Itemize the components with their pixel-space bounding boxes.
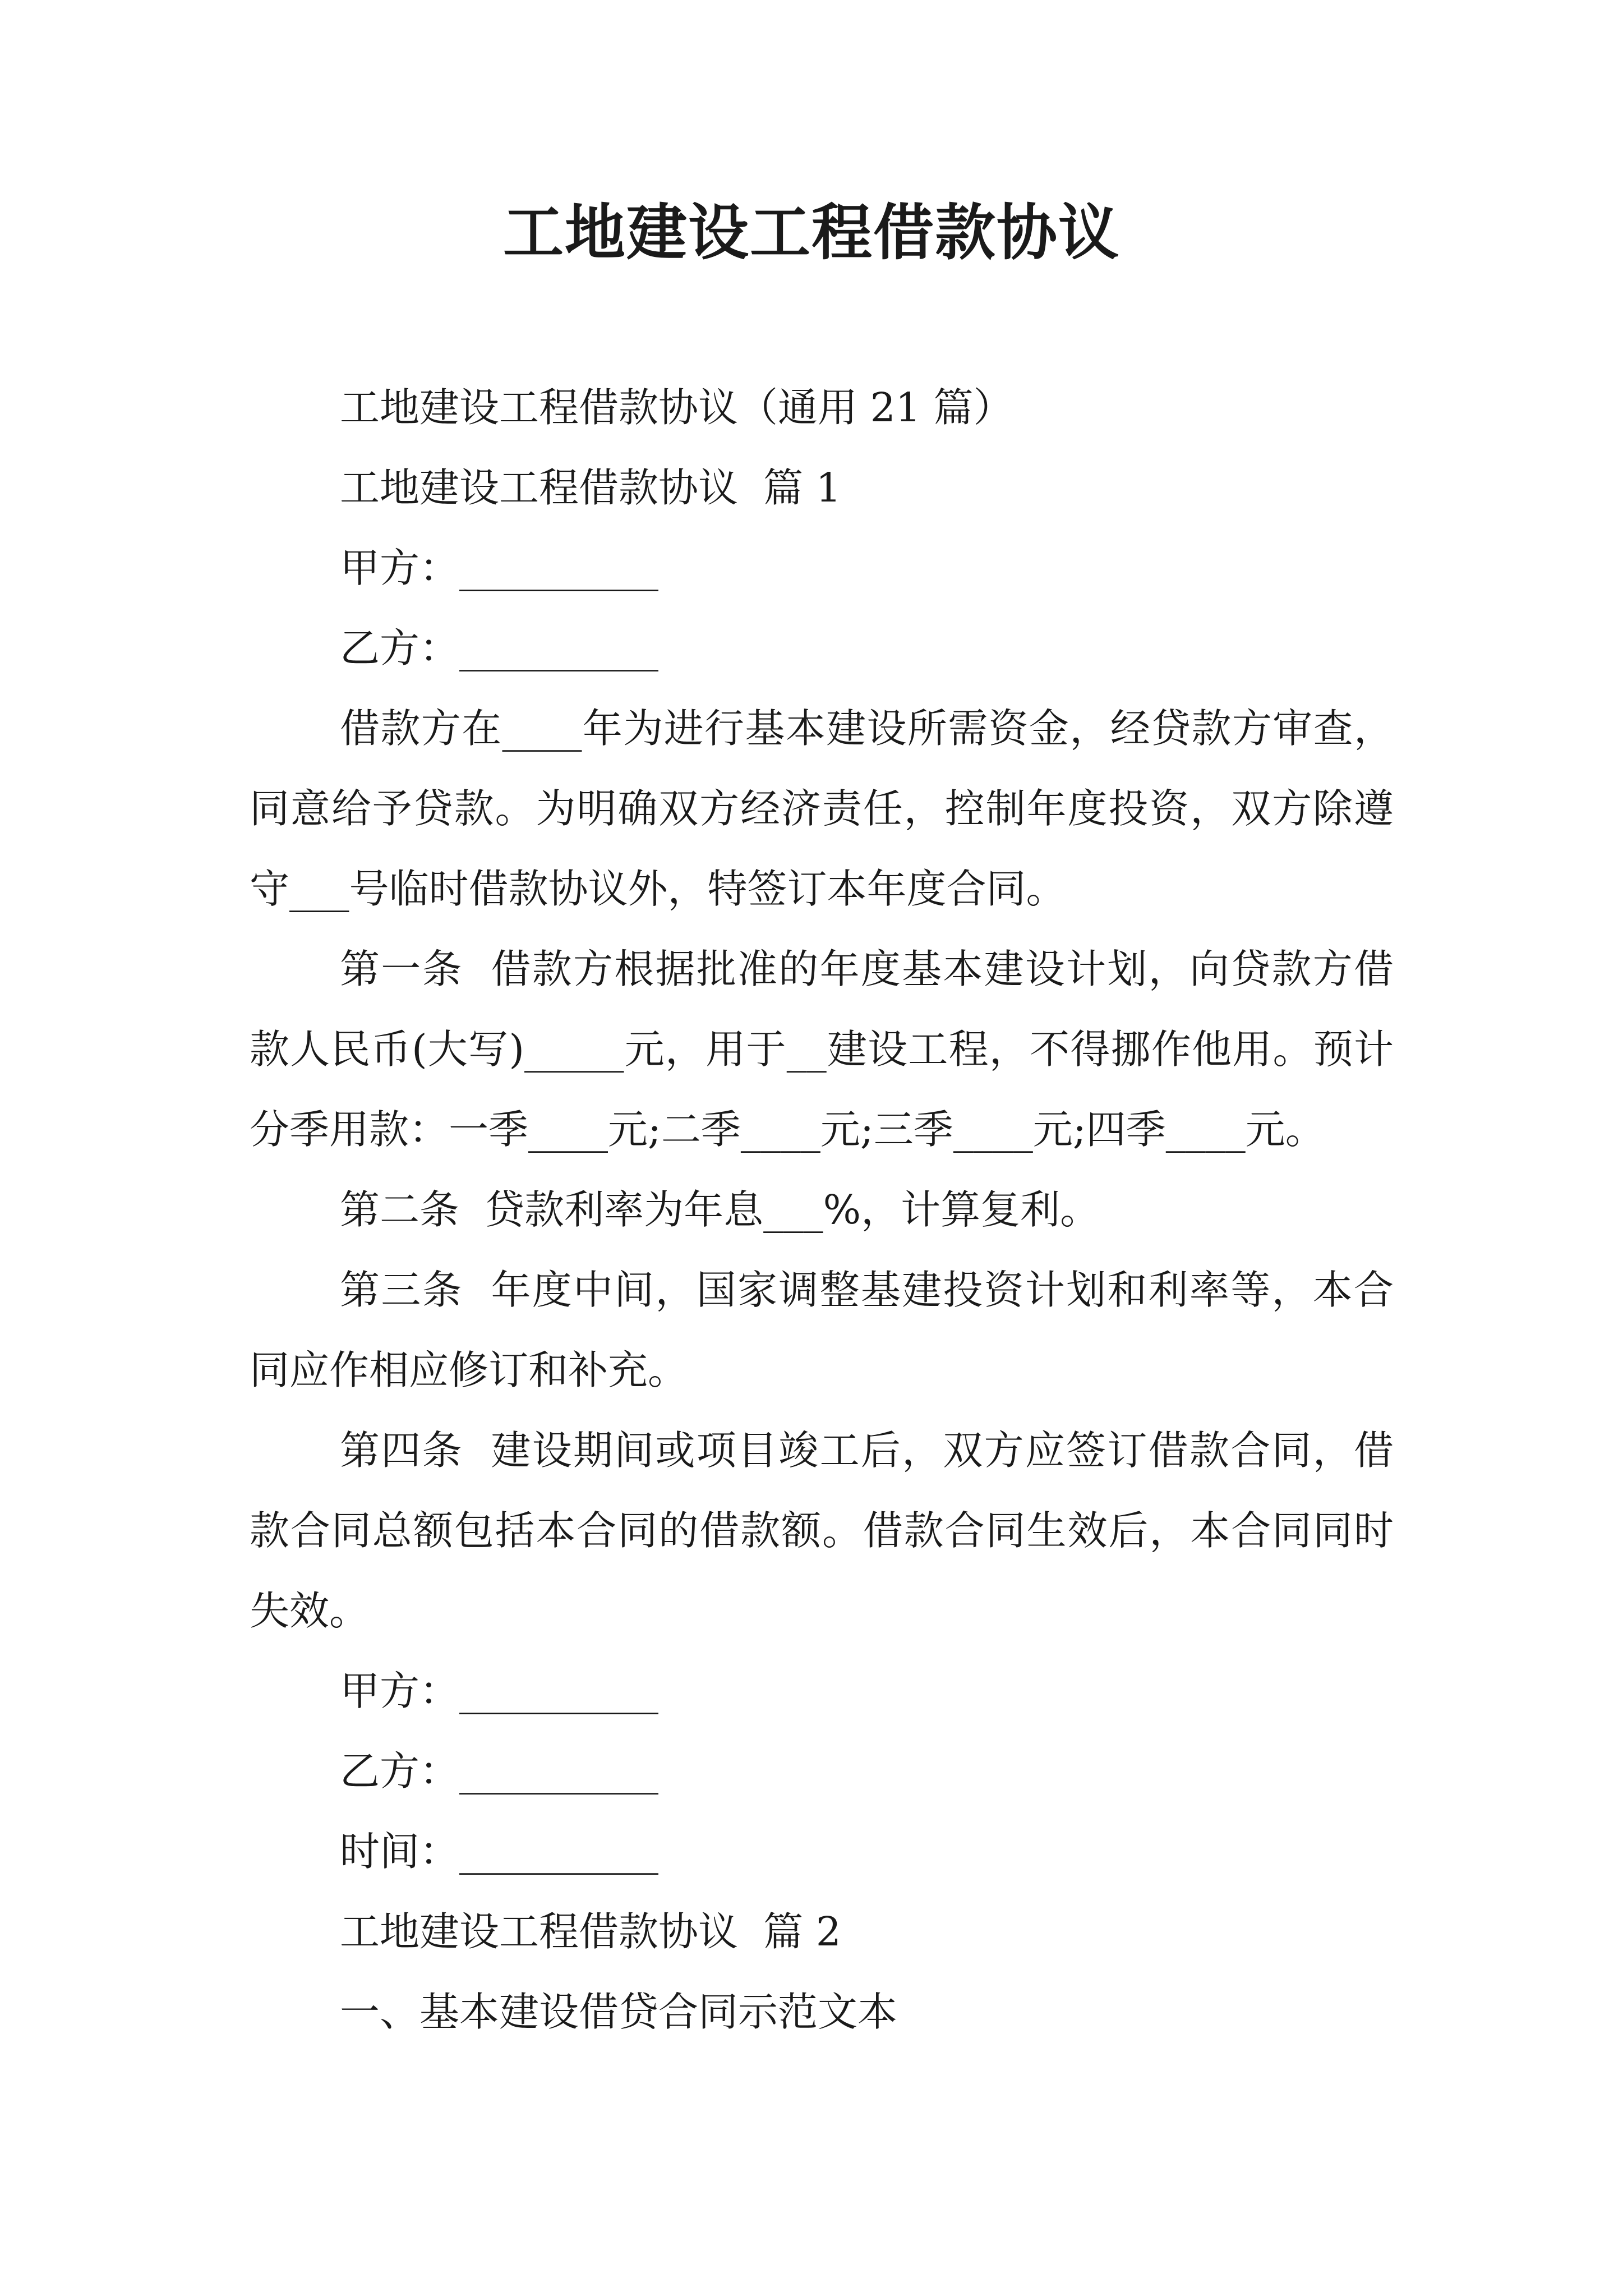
subtitle-paragraph: 工地建设工程借款协议（通用 21 篇） (340, 384, 1013, 431)
article-1-paragraph: 第一条 借款方根据批准的年度基本建设计划，向贷款方借款人民币(大写)_____元，用于__建设工程，不得挪作他用。预计分季用款：一季____元;二季____元;三季____元;四季____元。 (250, 946, 1394, 1153)
signature-date-line: 时间：__________ (340, 1828, 659, 1875)
signature-party-b-line: 乙方：__________ (340, 1748, 659, 1795)
section-heading-2: 工地建设工程借款协议 篇 2 (340, 1908, 841, 1955)
party-a-line: 甲方：__________ (340, 545, 659, 591)
document-body (250, 367, 1394, 2052)
article-3-paragraph: 第三条 年度中间，国家调整基建投资计划和利率等，本合同应作相应修订和补充。 (250, 1267, 1394, 1393)
article-2-paragraph: 第二条 贷款利率为年息___%，计算复利。 (340, 1186, 1100, 1233)
party-b-line: 乙方：__________ (340, 625, 659, 671)
article-4-paragraph: 第四条 建设期间或项目竣工后，双方应签订借款合同，借款合同总额包括本合同的借款额。借款合同生效后，本合同同时失效。 (250, 1427, 1394, 1634)
signature-party-a-line: 甲方：__________ (340, 1668, 659, 1714)
document-title: 工地建设工程借款协议 (502, 197, 1120, 268)
section-heading-1: 工地建设工程借款协议 篇 1 (340, 464, 841, 511)
intro-paragraph: 借款方在____年为进行基本建设所需资金，经贷款方审查，同意给予贷款。为明确双方经济责任，控制年度投资，双方除遵守___号临时借款协议外，特签订本年度合同。 (250, 705, 1394, 912)
subsection-heading: 一、基本建设借贷合同示范文本 (340, 1989, 898, 2035)
